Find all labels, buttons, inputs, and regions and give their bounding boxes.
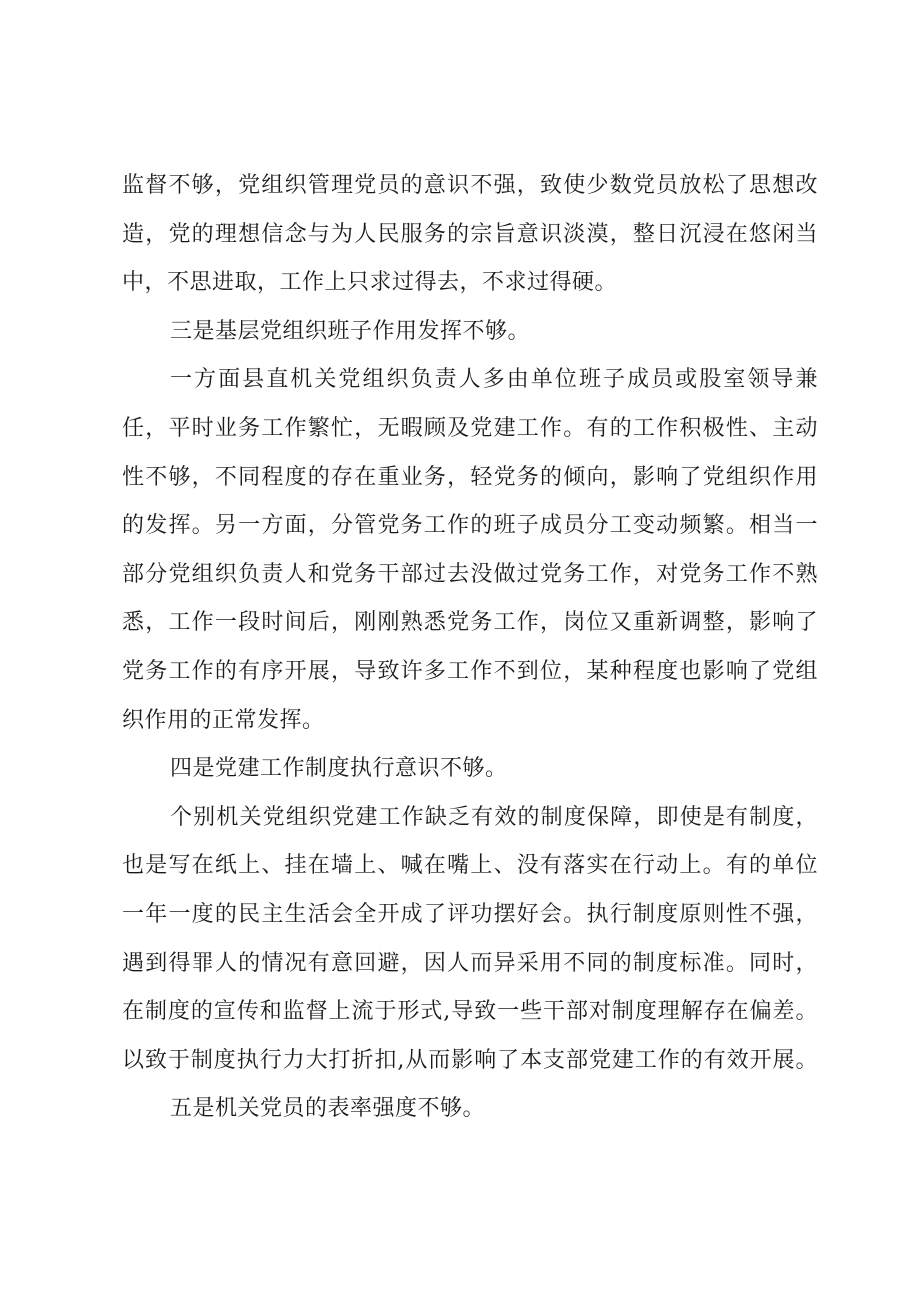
text-line: 性不够，不同程度的存在重业务，轻党务的倾向，影响了党组织作用 xyxy=(122,464,818,490)
text-line: 以致于制度执行力大打折扣,从而影响了本支部党建工作的有效开展。 xyxy=(122,1047,818,1073)
text-line: 造，党的理想信念与为人民服务的宗旨意识淡漠，整日沉浸在悠闲当 xyxy=(122,221,818,247)
text-line: 的发挥。另一方面，分管党务工作的班子成员分工变动频繁。相当一 xyxy=(122,513,818,539)
text-line: 一方面县直机关党组织负责人多由单位班子成员或股室领导兼 xyxy=(170,367,818,393)
document-body xyxy=(122,162,818,1134)
text-line: 三是基层党组织班子作用发挥不够。 xyxy=(170,318,531,344)
text-line: 中，不思进取，工作上只求过得去，不求过得硬。 xyxy=(122,270,618,296)
text-line: 也是写在纸上、挂在墙上、喊在嘴上、没有落实在行动上。有的单位 xyxy=(122,853,818,879)
text-line: 部分党组织负责人和党务干部过去没做过党务工作，对党务工作不熟 xyxy=(122,561,818,587)
text-line: 党务工作的有序开展，导致许多工作不到位，某种程度也影响了党组 xyxy=(122,658,818,684)
text-line: 织作用的正常发挥。 xyxy=(122,707,325,733)
text-line: 在制度的宣传和监督上流于形式,导致一些干部对制度理解存在偏差。 xyxy=(122,999,818,1025)
text-line: 四是党建工作制度执行意识不够。 xyxy=(170,756,508,782)
text-line: 遇到得罪人的情况有意回避，因人而异采用不同的制度标准。同时， xyxy=(122,950,818,976)
text-line: 任，平时业务工作繁忙，无暇顾及党建工作。有的工作积极性、主动 xyxy=(122,415,818,441)
text-line: 悉，工作一段时间后，刚刚熟悉党务工作，岗位又重新调整，影响了 xyxy=(122,610,818,636)
text-line: 监督不够，党组织管理党员的意识不强，致使少数党员放松了思想改 xyxy=(122,173,818,198)
text-line: 一年一度的民主生活会全开成了评功摆好会。执行制度原则性不强， xyxy=(122,901,818,927)
text-line: 五是机关党员的表率强度不够。 xyxy=(170,1096,486,1122)
text-line: 个别机关党组织党建工作缺乏有效的制度保障，即使是有制度， xyxy=(170,804,818,830)
